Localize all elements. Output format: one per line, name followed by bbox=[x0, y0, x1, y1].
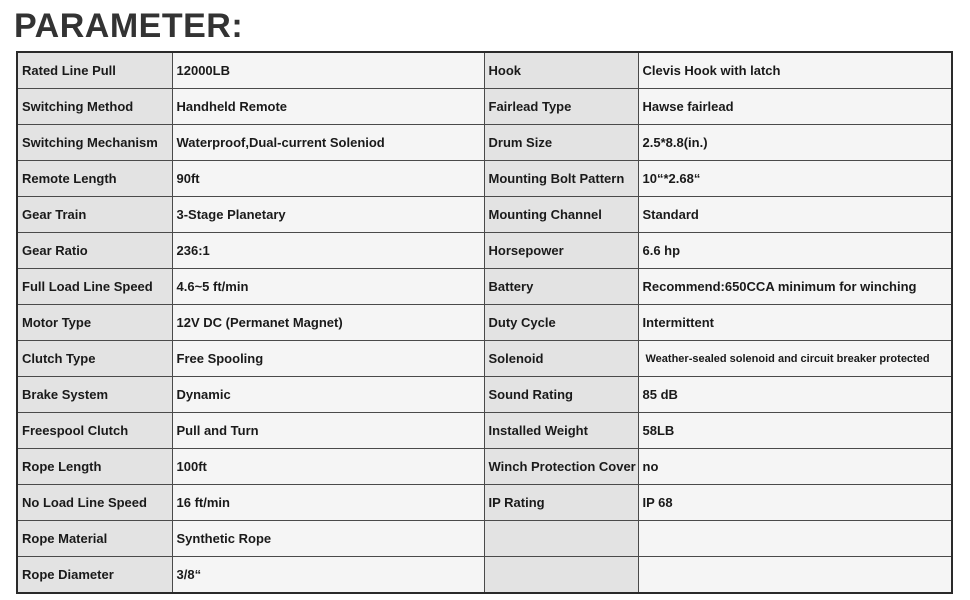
table-row bbox=[17, 305, 952, 341]
right-label-cell: Hook bbox=[484, 52, 638, 89]
right-label-cell: Sound Rating bbox=[484, 377, 638, 413]
parameter-table bbox=[16, 51, 953, 594]
left-value-cell: Free Spooling bbox=[172, 341, 484, 377]
left-value-cell: 100ft bbox=[172, 449, 484, 485]
table-row bbox=[17, 485, 952, 521]
right-label-cell: Mounting Channel bbox=[484, 197, 638, 233]
left-label-cell: Switching Mechanism bbox=[17, 125, 172, 161]
right-value-cell: 85 dB bbox=[638, 377, 952, 413]
left-label-cell: Remote Length bbox=[17, 161, 172, 197]
left-value-cell: Dynamic bbox=[172, 377, 484, 413]
left-label-cell: Rope Length bbox=[17, 449, 172, 485]
left-label-cell: Clutch Type bbox=[17, 341, 172, 377]
table-row bbox=[17, 377, 952, 413]
right-value-cell bbox=[638, 521, 952, 557]
left-label-cell: Brake System bbox=[17, 377, 172, 413]
right-label-cell bbox=[484, 521, 638, 557]
left-label-cell: Rated Line Pull bbox=[17, 52, 172, 89]
left-label-cell: Rope Diameter bbox=[17, 557, 172, 594]
right-value-cell: IP 68 bbox=[638, 485, 952, 521]
left-label-cell: No Load Line Speed bbox=[17, 485, 172, 521]
right-label-cell: Horsepower bbox=[484, 233, 638, 269]
table-row bbox=[17, 413, 952, 449]
table-row bbox=[17, 341, 952, 377]
left-label-cell: Gear Ratio bbox=[17, 233, 172, 269]
right-label-cell: Winch Protection Cover bbox=[484, 449, 638, 485]
left-label-cell: Switching Method bbox=[17, 89, 172, 125]
left-label-cell: Gear Train bbox=[17, 197, 172, 233]
table-row bbox=[17, 557, 952, 594]
right-value-cell: 58LB bbox=[638, 413, 952, 449]
left-label-cell: Motor Type bbox=[17, 305, 172, 341]
left-value-cell: 16 ft/min bbox=[172, 485, 484, 521]
right-value-cell: 2.5*8.8(in.) bbox=[638, 125, 952, 161]
table-row bbox=[17, 521, 952, 557]
left-value-cell: Synthetic Rope bbox=[172, 521, 484, 557]
table-row bbox=[17, 89, 952, 125]
parameter-table-body bbox=[17, 52, 952, 593]
table-row bbox=[17, 269, 952, 305]
left-value-cell: Waterproof,Dual-current Soleniod bbox=[172, 125, 484, 161]
right-value-cell: Hawse fairlead bbox=[638, 89, 952, 125]
right-label-cell: Battery bbox=[484, 269, 638, 305]
right-value-cell: Standard bbox=[638, 197, 952, 233]
left-value-cell: 236:1 bbox=[172, 233, 484, 269]
table-row bbox=[17, 125, 952, 161]
left-value-cell: 90ft bbox=[172, 161, 484, 197]
right-value-cell: Recommend:650CCA minimum for winching bbox=[638, 269, 952, 305]
left-label-cell: Full Load Line Speed bbox=[17, 269, 172, 305]
left-value-cell: Pull and Turn bbox=[172, 413, 484, 449]
table-row bbox=[17, 449, 952, 485]
page-title: PARAMETER: bbox=[14, 7, 244, 45]
right-value-cell: no bbox=[638, 449, 952, 485]
right-value-cell: 6.6 hp bbox=[638, 233, 952, 269]
right-label-cell: Mounting Bolt Pattern bbox=[484, 161, 638, 197]
right-label-cell bbox=[484, 557, 638, 594]
right-value-cell bbox=[638, 557, 952, 594]
left-value-cell: 12V DC (Permanet Magnet) bbox=[172, 305, 484, 341]
right-value-cell: Intermittent bbox=[638, 305, 952, 341]
table-row bbox=[17, 52, 952, 89]
right-label-cell: Installed Weight bbox=[484, 413, 638, 449]
right-label-cell: Solenoid bbox=[484, 341, 638, 377]
right-label-cell: Duty Cycle bbox=[484, 305, 638, 341]
right-value-cell: Weather-sealed solenoid and circuit breaker protected bbox=[638, 341, 952, 377]
table-row bbox=[17, 161, 952, 197]
right-label-cell: Fairlead Type bbox=[484, 89, 638, 125]
left-label-cell: Freespool Clutch bbox=[17, 413, 172, 449]
table-row bbox=[17, 197, 952, 233]
right-value-cell: 10“*2.68“ bbox=[638, 161, 952, 197]
left-value-cell: 3/8“ bbox=[172, 557, 484, 594]
left-value-cell: 4.6~5 ft/min bbox=[172, 269, 484, 305]
right-value-cell: Clevis Hook with latch bbox=[638, 52, 952, 89]
left-value-cell: 3-Stage Planetary bbox=[172, 197, 484, 233]
right-label-cell: Drum Size bbox=[484, 125, 638, 161]
left-value-cell: Handheld Remote bbox=[172, 89, 484, 125]
right-label-cell: IP Rating bbox=[484, 485, 638, 521]
table-row bbox=[17, 233, 952, 269]
left-label-cell: Rope Material bbox=[17, 521, 172, 557]
left-value-cell: 12000LB bbox=[172, 52, 484, 89]
